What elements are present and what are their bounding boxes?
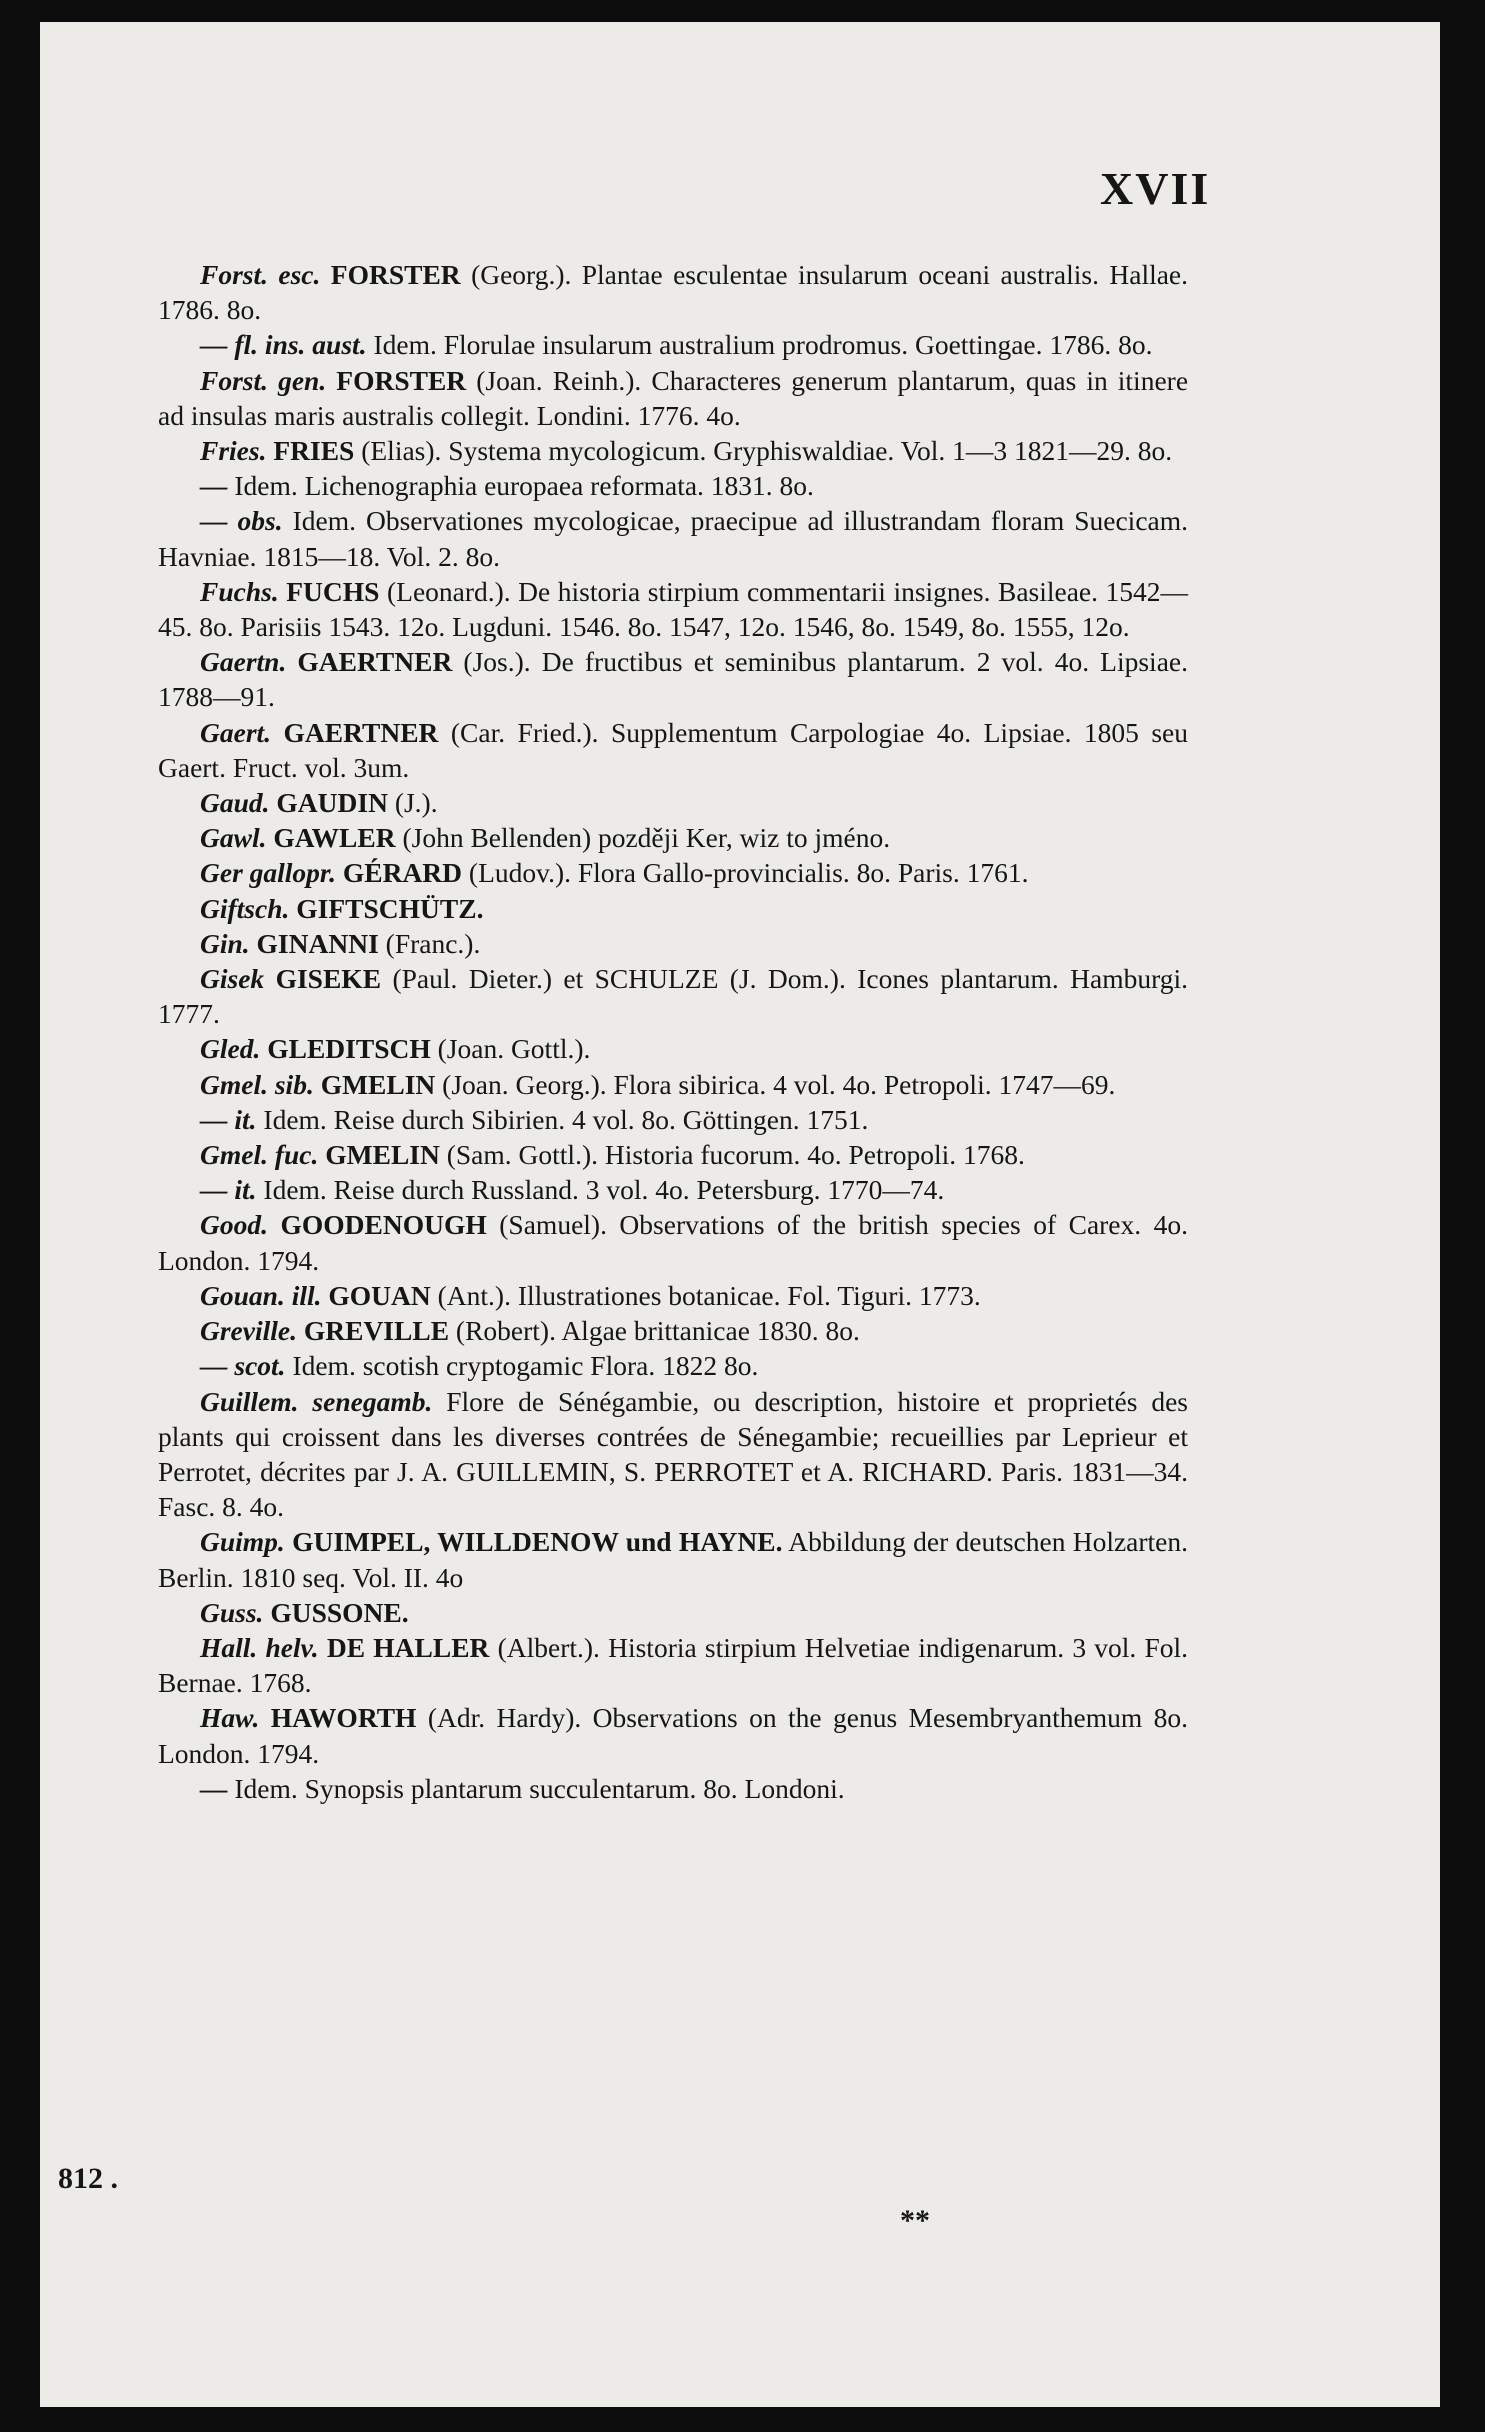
- bibliography-entry: [158, 855, 1188, 890]
- entry-text: (Samuel). Observations of the british species of Carex. 4o. London. 1794.: [158, 1209, 1189, 1276]
- bibliography-entry: [158, 1172, 1188, 1207]
- entry-text: (Leonard.). De historia stirpium commentarii insignes. Basileae. 1542—45. 8o. Parisiis 1543. 12o. Lugduni. 1546. 8o. 1547, 12o. 1546, 8o. 1549, 8o. 1555, 12o.: [158, 575, 1189, 643]
- bibliography-entry: [158, 785, 1188, 820]
- entry-text: (Joan. Gottl.).: [437, 1033, 591, 1065]
- bibliography-list: [158, 257, 1188, 1806]
- bibliography-entry: [158, 503, 1188, 573]
- entry-abbreviation: Fries.: [200, 435, 267, 467]
- entry-abbreviation: — it.: [200, 1174, 257, 1206]
- bibliography-entry: [158, 1031, 1188, 1066]
- entry-text: (Joan. Georg.). Flora sibirica. 4 vol. 4o. Petropoli. 1747—69.: [442, 1068, 1116, 1100]
- bibliography-entry: [158, 926, 1188, 961]
- entry-author: GOUAN: [328, 1279, 431, 1311]
- entry-abbreviation: Gisek: [200, 963, 265, 995]
- bibliography-entry: [158, 1137, 1188, 1172]
- book-page: [40, 22, 1440, 2407]
- bibliography-entry: [158, 820, 1188, 855]
- entry-abbreviation: Gaud.: [200, 787, 270, 819]
- bibliography-entry: [158, 574, 1188, 644]
- entry-abbreviation: Ger gallopr.: [200, 857, 336, 889]
- entry-author: FORSTER: [336, 364, 467, 396]
- entry-abbreviation: Forst. esc.: [200, 259, 321, 290]
- bottom-folio-number: 812 .: [58, 2162, 118, 2195]
- entry-author: GÉRARD: [342, 857, 463, 889]
- bibliography-entry: [158, 1313, 1188, 1348]
- bibliography-entry: [158, 1595, 1188, 1630]
- entry-abbreviation: Forst. gen.: [200, 364, 327, 396]
- entry-text: (Car. Fried.). Supplementum Carpologiae 4o. Lipsiae. 1805 seu Gaert. Fruct. vol. 3um.: [158, 716, 1189, 783]
- bibliography-entry: [158, 1102, 1188, 1137]
- entry-text: (Adr. Hardy). Observations on the genus Mesembryanthemum 8o. London. 1794.: [158, 1702, 1189, 1769]
- entry-text: (Georg.). Plantae esculentae insularum oceani australis. Hallae. 1786. 8o.: [158, 259, 1189, 326]
- entry-abbreviation: Gled.: [200, 1033, 261, 1065]
- entry-abbreviation: — scot.: [200, 1350, 286, 1382]
- bibliography-entry: [158, 1384, 1188, 1525]
- entry-text: (Franc.).: [385, 927, 481, 959]
- bibliography-entry: [158, 1630, 1188, 1700]
- entry-abbreviation: —: [200, 470, 228, 502]
- entry-abbreviation: Guss.: [200, 1596, 264, 1628]
- entry-abbreviation: Haw.: [200, 1702, 260, 1734]
- entry-author: GIFTSCHÜTZ.: [296, 892, 484, 924]
- entry-abbreviation: Gin.: [200, 927, 250, 959]
- entry-abbreviation: Hall. helv.: [200, 1631, 319, 1663]
- entry-text: Idem. Observationes mycologicae, praecipue ad illustrandam floram Suecicam. Havniae. 1815—18. Vol. 2. 8o.: [158, 505, 1188, 572]
- entry-text: Idem. Reise durch Sibirien. 4 vol. 8o. Göttingen. 1751.: [263, 1103, 869, 1135]
- bibliography-entry: [158, 468, 1188, 503]
- entry-abbreviation: Gmel. sib.: [200, 1068, 314, 1100]
- entry-text: (Robert). Algae brittanicae 1830. 8o.: [455, 1315, 860, 1347]
- entry-author: GMELIN: [325, 1139, 440, 1171]
- entry-text: Idem. Synopsis plantarum succulentarum. 8o. Londoni.: [234, 1772, 845, 1804]
- entry-author: GAUDIN: [276, 787, 388, 819]
- entry-author: FORSTER: [330, 259, 461, 290]
- entry-text: (Elias). Systema mycologicum. Gryphiswaldiae. Vol. 1—3 1821—29. 8o.: [361, 435, 1173, 467]
- bibliography-entry: [158, 1348, 1188, 1383]
- entry-author: GUIMPEL, WILLDENOW und HAYNE.: [292, 1526, 783, 1558]
- entry-author: GAERTNER: [297, 646, 453, 678]
- entry-abbreviation: — it.: [200, 1103, 257, 1135]
- bibliography-entry: [158, 327, 1188, 362]
- bibliography-entry: [158, 1067, 1188, 1102]
- entry-text: Idem. scotish cryptogamic Flora. 1822 8o.: [292, 1350, 759, 1382]
- entry-abbreviation: Greville.: [200, 1315, 297, 1347]
- entry-author: GUSSONE.: [270, 1596, 409, 1628]
- bibliography-entry: [158, 961, 1188, 1031]
- entry-author: GOODENOUGH: [280, 1209, 487, 1241]
- bibliography-entry: [158, 1524, 1188, 1594]
- entry-author: DE HALLER: [326, 1631, 490, 1663]
- bibliography-entry: [158, 891, 1188, 926]
- bibliography-entry: [158, 1278, 1188, 1313]
- entry-abbreviation: Gaertn.: [200, 646, 287, 678]
- entry-abbreviation: Gouan. ill.: [200, 1279, 322, 1311]
- entry-abbreviation: — obs.: [200, 505, 283, 537]
- entry-author: FRIES: [273, 435, 355, 467]
- entry-text: Flore de Sénégambie, ou description, histoire et proprietés des plants qui croissent dans les diverses contrées de Sénegambie; recueillies par Leprieur et Perrotet, décrites par J. A. GUILLEMIN, S. PERROTET et A. RICHARD. Paris. 1831—34. Fasc. 8. 4o.: [158, 1385, 1188, 1523]
- page-number: XVII: [1100, 163, 1211, 214]
- entry-author: FUCHS: [286, 575, 380, 607]
- entry-text: (J.).: [394, 787, 438, 819]
- bibliography-entry: [158, 257, 1188, 327]
- entry-abbreviation: — fl. ins. aust.: [200, 329, 367, 361]
- entry-abbreviation: Guillem. senegamb.: [200, 1385, 433, 1417]
- entry-text: (Jos.). De fructibus et seminibus plantarum. 2 vol. 4o. Lipsiae. 1788—91.: [158, 646, 1188, 713]
- entry-author: HAWORTH: [270, 1702, 417, 1734]
- entry-text: (Ant.). Illustrationes botanicae. Fol. Tiguri. 1773.: [437, 1279, 981, 1311]
- entry-text: Idem. Lichenographia europaea reformata. 1831. 8o.: [234, 470, 814, 502]
- bibliography-entry: [158, 433, 1188, 468]
- entry-text: Idem. Florulae insularum australium prodromus. Goettingae. 1786. 8o.: [373, 329, 1153, 361]
- entry-author: GLEDITSCH: [267, 1033, 431, 1065]
- bibliography-entry: [158, 715, 1188, 785]
- entry-abbreviation: Good.: [200, 1209, 268, 1241]
- bibliography-entry: [158, 1207, 1188, 1277]
- entry-text: (Ludov.). Flora Gallo-provincialis. 8o. Paris. 1761.: [468, 857, 1029, 889]
- entry-text: (Joan. Reinh.). Characteres generum plantarum, quas in itinere ad insulas maris australis collegit. Londini. 1776. 4o.: [158, 364, 1189, 431]
- bibliography-entry: [158, 644, 1188, 714]
- entry-author: GREVILLE: [303, 1315, 450, 1347]
- entry-text: Idem. Reise durch Russland. 3 vol. 4o. Petersburg. 1770—74.: [263, 1174, 945, 1206]
- entry-text: (Albert.). Historia stirpium Helvetiae indigenarum. 3 vol. Fol. Bernae. 1768.: [158, 1631, 1189, 1699]
- entry-abbreviation: Fuchs.: [200, 575, 279, 607]
- bibliography-entry: [158, 363, 1188, 433]
- entry-text: (John Bellenden) později Ker, wiz to jméno.: [402, 822, 891, 854]
- signature-mark: **: [900, 2204, 930, 2237]
- entry-abbreviation: Gawl.: [200, 822, 267, 854]
- entry-author: GAWLER: [273, 822, 396, 854]
- entry-abbreviation: Giftsch.: [200, 892, 290, 924]
- entry-abbreviation: Gmel. fuc.: [200, 1139, 319, 1171]
- entry-author: GMELIN: [320, 1068, 436, 1100]
- entry-text: (Sam. Gottl.). Historia fucorum. 4o. Petropoli. 1768.: [446, 1139, 1025, 1171]
- bibliography-entry: [158, 1771, 1188, 1806]
- entry-author: GAERTNER: [283, 716, 439, 748]
- bibliography-entry: [158, 1700, 1188, 1770]
- entry-abbreviation: Gaert.: [200, 716, 272, 748]
- entry-abbreviation: —: [200, 1772, 228, 1804]
- entry-text: Abbildung der deutschen Holzarten. Berlin. 1810 seq. Vol. II. 4o: [158, 1526, 1189, 1593]
- entry-text: (Paul. Dieter.) et SCHULZE (J. Dom.). Icones plantarum. Hamburgi. 1777.: [158, 963, 1189, 1030]
- entry-abbreviation: Guimp.: [200, 1526, 285, 1558]
- entry-author: GISEKE: [275, 963, 382, 995]
- entry-author: GINANNI: [256, 927, 379, 959]
